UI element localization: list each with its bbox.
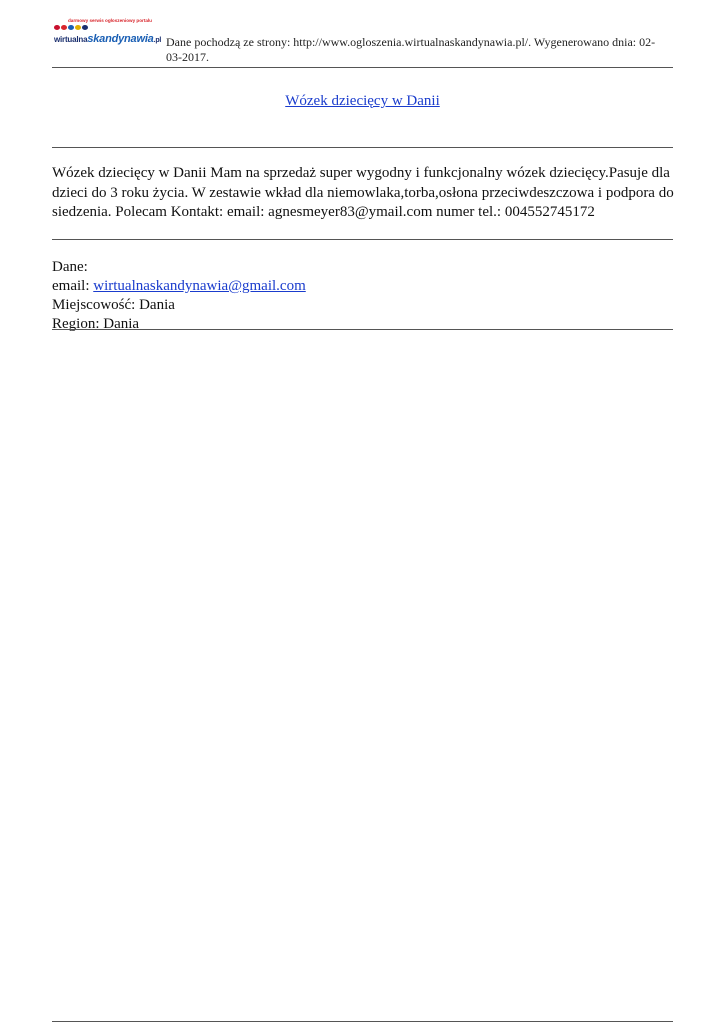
location-value: Dania	[139, 297, 175, 313]
region-label: Region:	[52, 316, 100, 332]
listing-description: Wózek dziecięcy w Danii Mam na sprzedaż super wygodny i funkcjonalny wózek dziecięcy.Pasuje dla dzieci do 3 roku życia. W zestawie wkład dla niemowlaka,torba,osłona przeciwdeszczowa i podpora do siedzenia. Polecam Kontakt: email: agnesmeyer83@ymail.com numer tel.: 004552745172	[52, 165, 674, 220]
logo-wordmark-part: wirtualna	[54, 35, 88, 44]
site-logo	[54, 18, 162, 45]
listing-title-container	[0, 93, 725, 110]
listing-title-link[interactable]: Wózek dziecięcy w Danii	[285, 93, 440, 109]
logo-wordmark-part: skandynawia	[87, 33, 154, 45]
source-note: Dane pochodzą ze strony: http://www.ogloszenia.wirtualnaskandynawia.pl/. Wygenerowano dnia: 02-03-2017.	[166, 35, 656, 64]
logo-wordmark	[54, 29, 161, 47]
details-region-row	[52, 315, 306, 334]
logo-tagline: darmowy serwis ogłoszeniowy portalu	[68, 18, 152, 23]
details-heading: Dane:	[52, 259, 88, 275]
location-label: Miejscowość:	[52, 297, 136, 313]
details-divider	[52, 329, 673, 330]
email-link[interactable]: wirtualnaskandynawia@gmail.com	[93, 278, 306, 294]
email-label: email:	[52, 278, 90, 294]
title-divider	[52, 147, 673, 148]
footer-divider	[52, 1021, 673, 1022]
description-divider	[52, 239, 673, 240]
details-email-row	[52, 277, 306, 296]
region-value: Dania	[103, 316, 140, 332]
details-location-row	[52, 296, 306, 315]
header-divider	[52, 67, 673, 68]
logo-wordmark-part: .pl	[153, 37, 162, 44]
details-section	[52, 258, 306, 334]
